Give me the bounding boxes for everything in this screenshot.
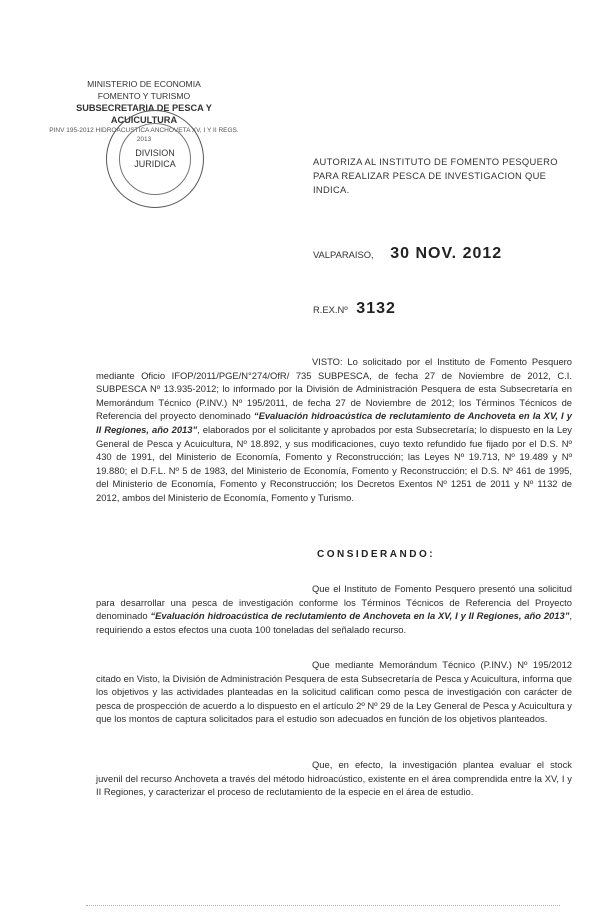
- place-label: VALPARAISO,: [313, 249, 374, 260]
- visto-rest: , elaborados por el solicitante y aprobados por esta Subsecretaría; lo dispuesto en la Ley General de Pesca y Acuicultura, Nº 18.892, y sus modificaciones, cuyo texto refundido fue fijado por el D.S. Nº 430 de 1991, del Ministerio de Economía, Fomento y Reconstrucción; las Leyes Nº 19.713, Nº 19.489 y Nº 19.880; el D.F.L. Nº 5 de 1983, del Ministerio de Economía, Fomento y Reconstrucción; el D.S. Nº 461 de 1995, del Ministerio de Economía, Fomento y Reconstrucción; los Decretos Exentos Nº 1251 de 2011 y Nº 1132 de 2012, ambos del Ministerio de Economía, Fomento y Turismo.: [96, 423, 572, 503]
- footer-rule: [86, 905, 560, 906]
- date-line: [313, 245, 502, 263]
- considerando-paragraph-2: Que mediante Memorándum Técnico (P.INV.) Nº 195/2012 citado en Visto, la División de Administración Pesquera de esta Subsecretaría de Pesca y Acuicultura, informa que los objetivos y las actividades planteadas en la solicitud califican como pesca de investigación con carácter de pesca de prospección de acuerdo a lo dispuesto en el artículo 2º Nº 29 de la Ley General de Pesca y Acuicultura y que los montos de captura solicitados para el estudio son adecuados en función de los objetivos planteados.: [96, 659, 572, 725]
- division-juridica-stamp: [106, 110, 204, 208]
- para1-lead: Que el Instituto de Fomento Pesquero presentó una solicitud para desarrollar una pesca de investigación conforme los Términos Técnicos de Referencia del Proyecto denominado: [96, 583, 572, 622]
- visto-paragraph: [96, 355, 572, 505]
- rex-number: 3132: [356, 300, 396, 317]
- stamp-line-2: JURIDICA: [134, 159, 176, 169]
- ministry-line-2: FOMENTO Y TURISMO: [97, 91, 191, 101]
- reference-line: PINV 195-2012 HIDROACUSTICA ANCHOVETA XV, I Y II REGS. 2013: [49, 127, 239, 143]
- considerando-paragraph-1: [96, 582, 572, 636]
- visto-project-name: “Evaluación hidroacústica de reclutamiento de Anchoveta en la XV, I y II Regiones, año 2013”: [96, 410, 572, 435]
- resolution-title: AUTORIZA AL INSTITUTO DE FOMENTO PESQUERO PARA REALIZAR PESCA DE INVESTIGACION QUE INDICA.: [313, 156, 558, 195]
- subsecretaria-line: SUBSECRETARIA DE PESCA Y ACUICULTURA: [76, 103, 212, 125]
- resolution-number-line: [313, 300, 396, 318]
- visto-lead: VISTO: Lo solicitado por el Instituto de Fomento Pesquero mediante Oficio IFOP/2011/PGE/N°274/OfR/ 735 SUBPESCA, de fecha 27 de Noviembre de 2012, C.I. SUBPESCA Nº 13.935-2012; lo informado por la División de Administración Pesquera de esta Subsecretaría en Memorándum Técnico (P.INV.) Nº 195/2011, de fecha 27 de Noviembre de 2012; los Términos Técnicos de Referencia del proyecto denominado: [96, 356, 572, 422]
- para1-rest: , requiriendo a estos efectos una cuota 100 toneladas del señalado recurso.: [96, 610, 572, 635]
- considerando-heading: CONSIDERANDO:: [317, 549, 436, 560]
- considerando-paragraph-3: Que, en efecto, la investigación plantea evaluar el stock juvenil del recurso Anchoveta a través del método hidroacústico, existente en el área comprendida entre la XV, I y II Regiones, y caracterizar el proceso de reclutamiento de la especie en el área de estudio.: [96, 759, 572, 798]
- date-stamp: 30 NOV. 2012: [390, 245, 503, 262]
- stamp-inner-ring: [119, 123, 191, 195]
- ministry-line: MINISTERIO DE ECONOMIA: [87, 79, 201, 89]
- rex-label: R.EX.Nº: [313, 304, 348, 315]
- stamp-line-1: DIVISION: [135, 148, 175, 158]
- para1-project-name: “Evaluación hidroacústica de reclutamiento de Anchoveta en la XV, I y II Regiones, año 2013”: [150, 610, 570, 622]
